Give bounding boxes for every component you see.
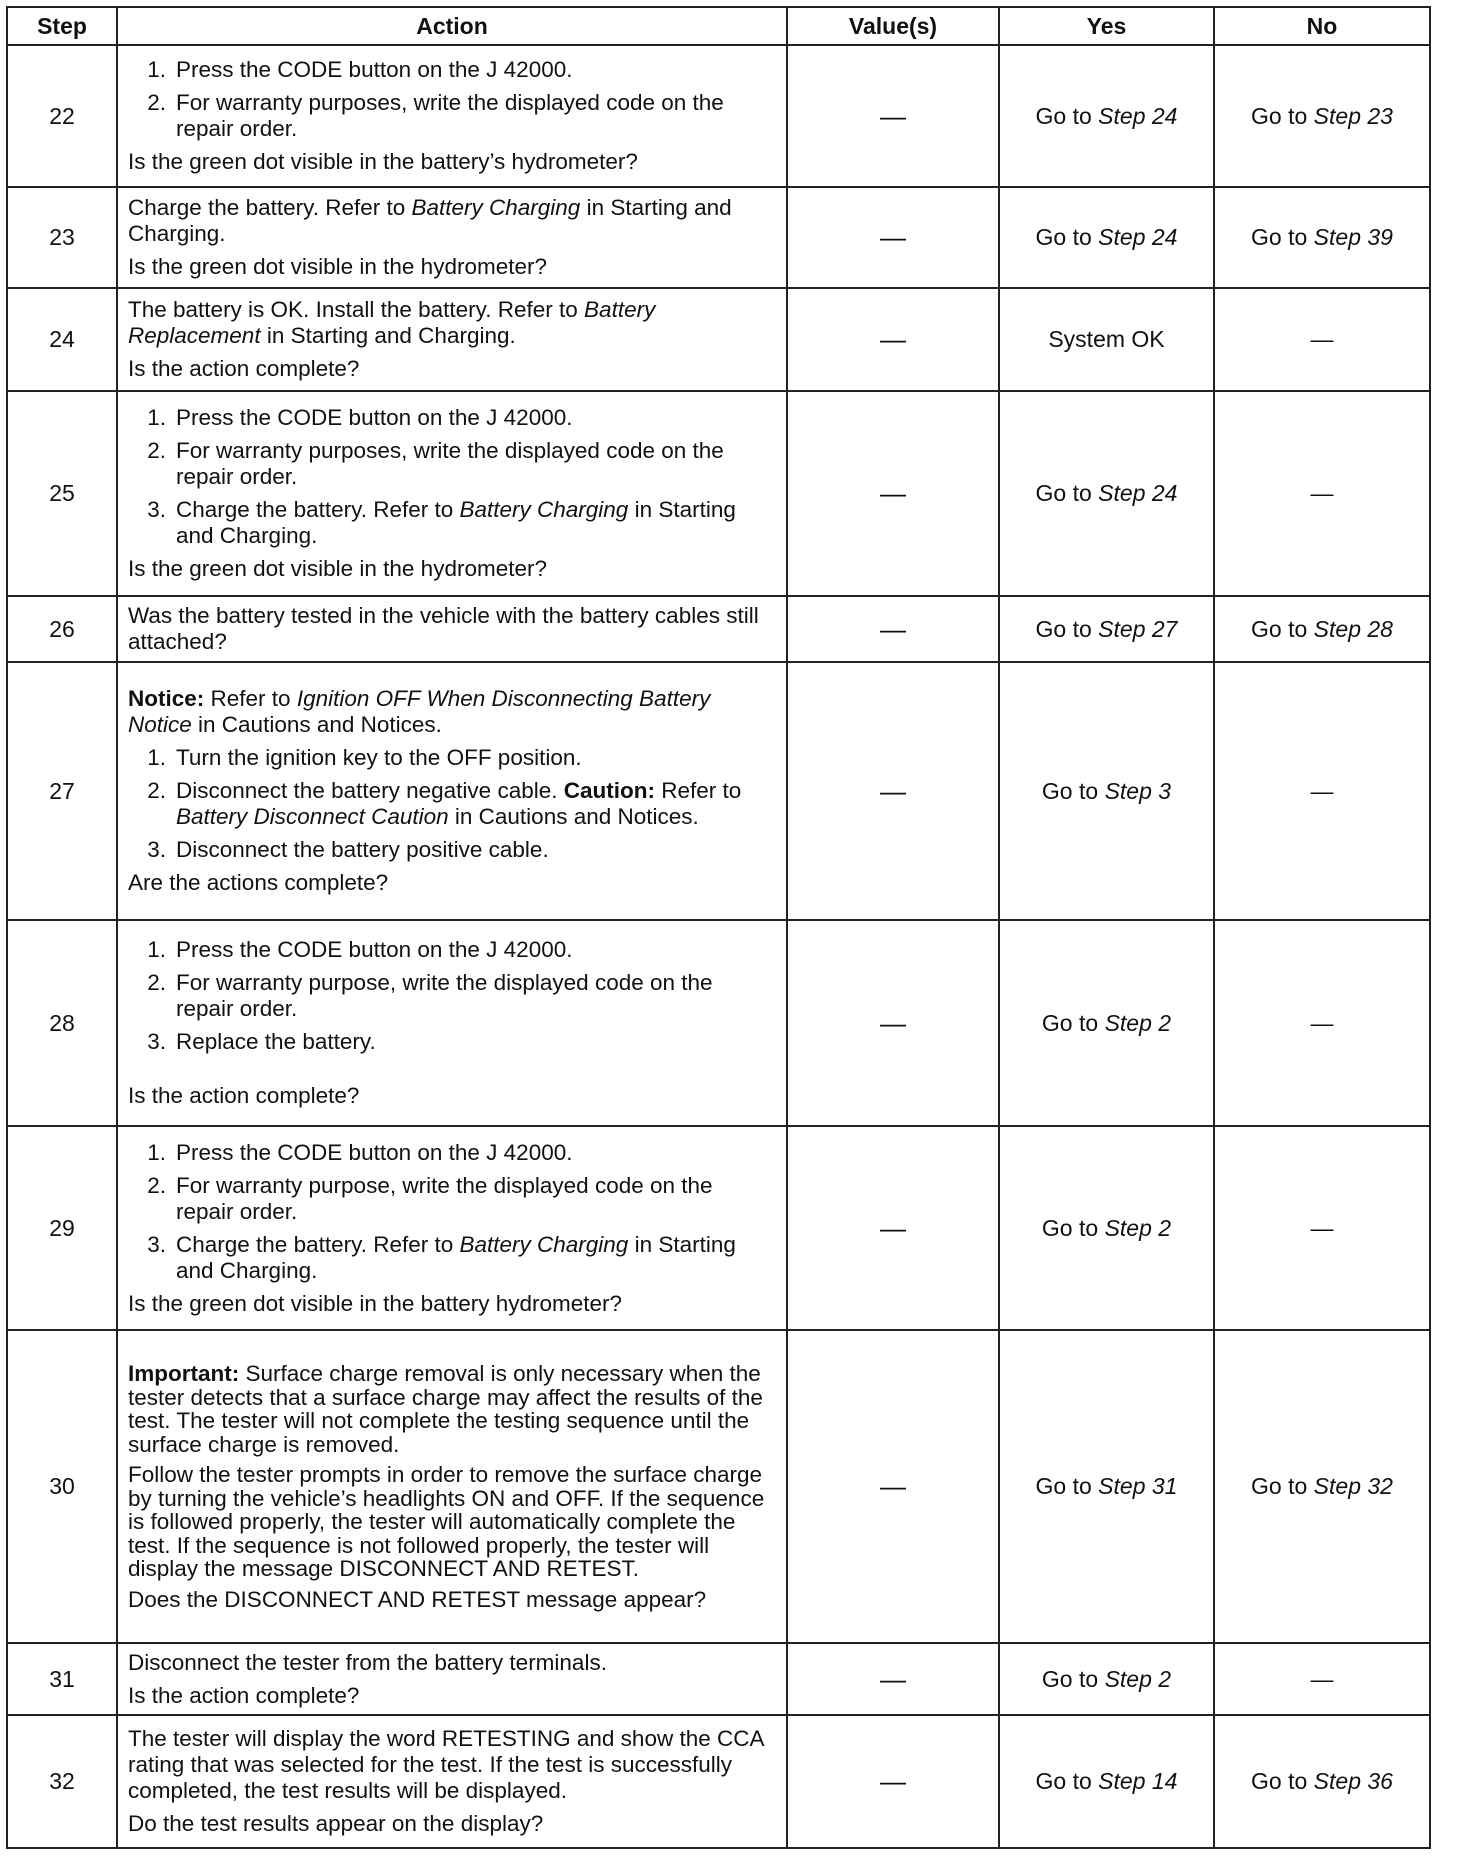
action-list bbox=[128, 405, 776, 549]
no-cell: — bbox=[1214, 391, 1430, 596]
action-list bbox=[128, 57, 776, 142]
notice-text: Notice: Refer to Ignition OFF When Disconnecting Battery Notice in Cautions and Notices. bbox=[128, 686, 711, 737]
value-cell: — bbox=[787, 596, 999, 662]
step-number: 28 bbox=[7, 920, 117, 1126]
list-item: 1. Press the CODE button on the J 42000. bbox=[147, 57, 573, 82]
table-row-step-32 bbox=[7, 1715, 1430, 1848]
action-question: Was the battery tested in the vehicle with the battery cables still attached? bbox=[128, 603, 759, 654]
header-step: Step bbox=[7, 7, 117, 45]
action-question: Is the action complete? bbox=[128, 356, 360, 381]
no-cell: Go to Step 28 bbox=[1214, 596, 1430, 662]
action-cell bbox=[117, 1715, 787, 1848]
no-cell: — bbox=[1214, 920, 1430, 1126]
table-row-step-26 bbox=[7, 596, 1430, 662]
step-number: 32 bbox=[7, 1715, 117, 1848]
diagnostic-step-table bbox=[6, 6, 1431, 1849]
action-cell bbox=[117, 288, 787, 391]
list-item: 1. Press the CODE button on the J 42000. bbox=[147, 405, 573, 430]
step-number: 25 bbox=[7, 391, 117, 596]
table-row-step-29 bbox=[7, 1126, 1430, 1330]
list-item: 2. For warranty purpose, write the displayed code on the repair order. bbox=[147, 970, 713, 1021]
action-text: Charge the battery. Refer to Battery Charging in Starting and Charging. bbox=[128, 195, 732, 246]
header-yes: Yes bbox=[999, 7, 1214, 45]
action-cell bbox=[117, 920, 787, 1126]
yes-cell: Go to Step 31 bbox=[999, 1330, 1214, 1643]
action-cell bbox=[117, 596, 787, 662]
action-cell bbox=[117, 187, 787, 288]
value-cell: — bbox=[787, 662, 999, 920]
action-question: Is the green dot visible in the hydrometer? bbox=[128, 254, 547, 279]
action-cell bbox=[117, 391, 787, 596]
list-item: 3. Disconnect the battery positive cable. bbox=[147, 837, 549, 862]
step-number: 30 bbox=[7, 1330, 117, 1643]
step-number: 27 bbox=[7, 662, 117, 920]
yes-cell: Go to Step 24 bbox=[999, 391, 1214, 596]
list-item: 3. Charge the battery. Refer to Battery Charging in Starting and Charging. bbox=[147, 1231, 736, 1283]
step-number: 23 bbox=[7, 187, 117, 288]
table-row-step-22 bbox=[7, 45, 1430, 187]
list-item: 2. For warranty purpose, write the displayed code on the repair order. bbox=[147, 1172, 713, 1224]
yes-cell: Go to Step 2 bbox=[999, 1643, 1214, 1715]
action-question: Is the action complete? bbox=[128, 1682, 360, 1708]
action-question: Are the actions complete? bbox=[128, 870, 389, 895]
action-question: Does the DISCONNECT AND RETEST message appear? bbox=[128, 1586, 707, 1612]
value-cell: — bbox=[787, 920, 999, 1126]
yes-cell: Go to Step 24 bbox=[999, 45, 1214, 187]
value-cell: — bbox=[787, 1126, 999, 1330]
value-cell: — bbox=[787, 1643, 999, 1715]
list-item: 2. Disconnect the battery negative cable. Caution: Refer to Battery Disconnect Caution in Cautions and Notices. bbox=[147, 778, 742, 829]
table-row-step-25 bbox=[7, 391, 1430, 596]
table-row-step-28 bbox=[7, 920, 1430, 1126]
step-number: 29 bbox=[7, 1126, 117, 1330]
action-text: Follow the tester prompts in order to remove the surface charge by turning the vehicle’s headlights ON and OFF. If the sequence is followed properly, the tester will automatically complete the test. If the sequence is not followed properly, the tester will display the message DISCONNECT AND RETEST. bbox=[128, 1462, 765, 1581]
header-action: Action bbox=[117, 7, 787, 45]
list-item: 1. Press the CODE button on the J 42000. bbox=[147, 1139, 573, 1165]
action-question: Is the green dot visible in the hydrometer? bbox=[128, 556, 547, 581]
value-cell: — bbox=[787, 288, 999, 391]
value-cell: — bbox=[787, 187, 999, 288]
important-text: Important: Surface charge removal is only necessary when the tester detects that a surface charge may affect the results of the test. The tester will not complete the testing sequence until the surface charge is removed. bbox=[128, 1361, 763, 1457]
no-cell: — bbox=[1214, 1126, 1430, 1330]
action-text: The battery is OK. Install the battery. Refer to Battery Replacement in Starting and Charging. bbox=[128, 297, 656, 348]
list-item: 2. For warranty purposes, write the displayed code on the repair order. bbox=[147, 438, 724, 489]
step-number: 26 bbox=[7, 596, 117, 662]
no-cell: — bbox=[1214, 1643, 1430, 1715]
header-row bbox=[7, 7, 1430, 45]
action-question: Do the test results appear on the display? bbox=[128, 1811, 544, 1836]
no-cell: — bbox=[1214, 662, 1430, 920]
table-row-step-31 bbox=[7, 1643, 1430, 1715]
table-row-step-23 bbox=[7, 187, 1430, 288]
list-item: 2. For warranty purposes, write the displayed code on the repair order. bbox=[147, 90, 724, 141]
action-question: Is the action complete? bbox=[128, 1083, 360, 1108]
yes-cell: System OK bbox=[999, 288, 1214, 391]
value-cell: — bbox=[787, 45, 999, 187]
table-row-step-24 bbox=[7, 288, 1430, 391]
no-cell: Go to Step 32 bbox=[1214, 1330, 1430, 1643]
action-list bbox=[128, 937, 776, 1055]
value-cell: — bbox=[787, 1330, 999, 1643]
no-cell: Go to Step 36 bbox=[1214, 1715, 1430, 1848]
action-cell bbox=[117, 662, 787, 920]
action-cell bbox=[117, 1330, 787, 1643]
action-text: Disconnect the tester from the battery terminals. bbox=[128, 1649, 607, 1675]
yes-cell: Go to Step 24 bbox=[999, 187, 1214, 288]
header-no: No bbox=[1214, 7, 1430, 45]
action-cell bbox=[117, 1126, 787, 1330]
list-item: 3. Replace the battery. bbox=[147, 1029, 376, 1054]
action-cell bbox=[117, 1643, 787, 1715]
action-question: Is the green dot visible in the battery hydrometer? bbox=[128, 1290, 623, 1316]
action-cell bbox=[117, 45, 787, 187]
yes-cell: Go to Step 14 bbox=[999, 1715, 1214, 1848]
step-number: 22 bbox=[7, 45, 117, 187]
list-item: 1. Turn the ignition key to the OFF position. bbox=[147, 745, 582, 770]
action-question: Is the green dot visible in the battery’s hydrometer? bbox=[128, 149, 638, 174]
action-list bbox=[128, 1140, 776, 1284]
no-cell: Go to Step 23 bbox=[1214, 45, 1430, 187]
yes-cell: Go to Step 2 bbox=[999, 920, 1214, 1126]
action-text: The tester will display the word RETESTING and show the CCA rating that was selected for the test. If the test is successfully completed, the test results will be displayed. bbox=[128, 1726, 764, 1803]
yes-cell: Go to Step 2 bbox=[999, 1126, 1214, 1330]
list-item: 3. Charge the battery. Refer to Battery Charging in Starting and Charging. bbox=[147, 497, 736, 548]
table-row-step-30 bbox=[7, 1330, 1430, 1643]
action-list bbox=[128, 745, 776, 863]
value-cell: — bbox=[787, 391, 999, 596]
table-row-step-27 bbox=[7, 662, 1430, 920]
no-cell: — bbox=[1214, 288, 1430, 391]
yes-cell: Go to Step 27 bbox=[999, 596, 1214, 662]
step-number: 31 bbox=[7, 1643, 117, 1715]
header-values: Value(s) bbox=[787, 7, 999, 45]
yes-cell: Go to Step 3 bbox=[999, 662, 1214, 920]
no-cell: Go to Step 39 bbox=[1214, 187, 1430, 288]
step-number: 24 bbox=[7, 288, 117, 391]
value-cell: — bbox=[787, 1715, 999, 1848]
list-item: 1. Press the CODE button on the J 42000. bbox=[147, 937, 573, 962]
